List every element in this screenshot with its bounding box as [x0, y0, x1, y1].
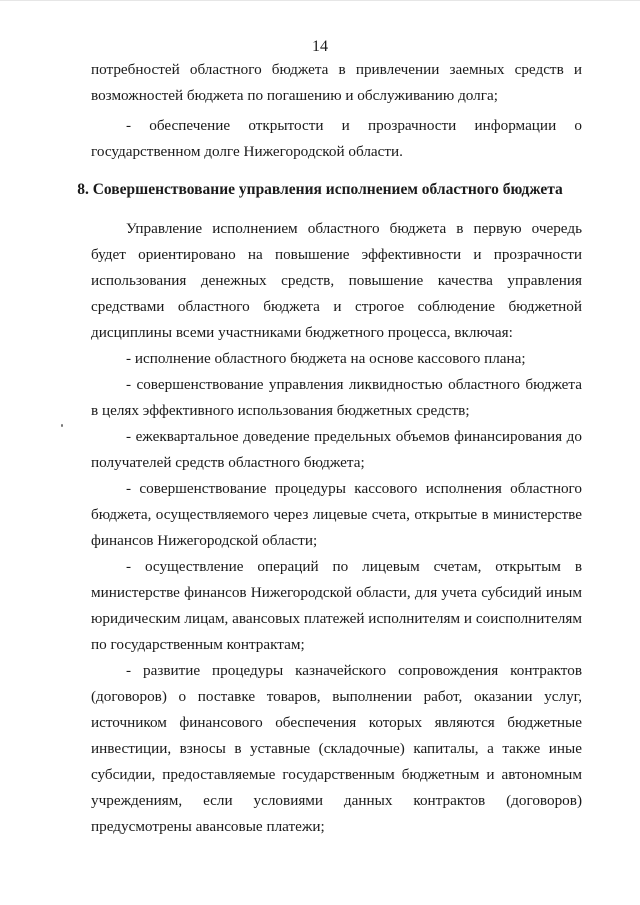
- list-item-transparency: - обеспечение открытости и прозрачности информации о государственном долге Нижегородской области.: [91, 117, 582, 160]
- list-item-liquidity: - совершенствование управления ликвидностью областного бюджета в целях эффективного использования бюджетных средств;: [91, 376, 582, 419]
- page-top-edge: [0, 0, 640, 1]
- continued-paragraph: потребностей областного бюджета в привлечении заемных средств и возможностей бюджета по погашению и обслуживанию долга;: [91, 61, 582, 104]
- scan-speck: [61, 424, 63, 427]
- list-item-treasury-support: - развитие процедуры казначейского сопровождения контрактов (договоров) о поставке товаров, выполнении работ, оказании услуг, источником финансового обеспечения которых являются бюджетные инвестиции, взносы в уставные (складочные) капиталы, а также иные субсидии, предоставляемые государственным бюджетным и автономным учреждениям, если условиями данных контрактов (договоров) предусмотрены авансовые платежи;: [91, 662, 582, 835]
- list-item-quarterly-limits: - ежеквартальное доведение предельных объемов финансирования до получателей средств областного бюджета;: [91, 428, 582, 471]
- list-item-cash-execution: - совершенствование процедуры кассового исполнения областного бюджета, осуществляемого через лицевые счета, открытые в министерстве финансов Нижегородской области;: [91, 480, 582, 549]
- continued-text-block: [91, 57, 582, 165]
- page-number: 14: [312, 38, 328, 55]
- section-heading: 8. Совершенствование управления исполнением областного бюджета: [77, 181, 563, 198]
- list-item-account-operations: - осуществление операций по лицевым счетам, открытым в министерстве финансов Нижегородской области, для учета субсидий иным юридическим лицам, авансовых платежей исполнителям и соисполнителям по государственным контрактам;: [91, 558, 582, 653]
- section-body: [91, 216, 582, 840]
- intro-paragraph: Управление исполнением областного бюджета в первую очередь будет ориентировано на повышение эффективности и прозрачности использования денежных средств, повышение качества управления средствами областного бюджета и строгое соблюдение бюджетной дисциплины всеми участниками бюджетного процесса, включая:: [91, 220, 582, 341]
- list-item-cash-plan: - исполнение областного бюджета на основе кассового плана;: [126, 350, 526, 367]
